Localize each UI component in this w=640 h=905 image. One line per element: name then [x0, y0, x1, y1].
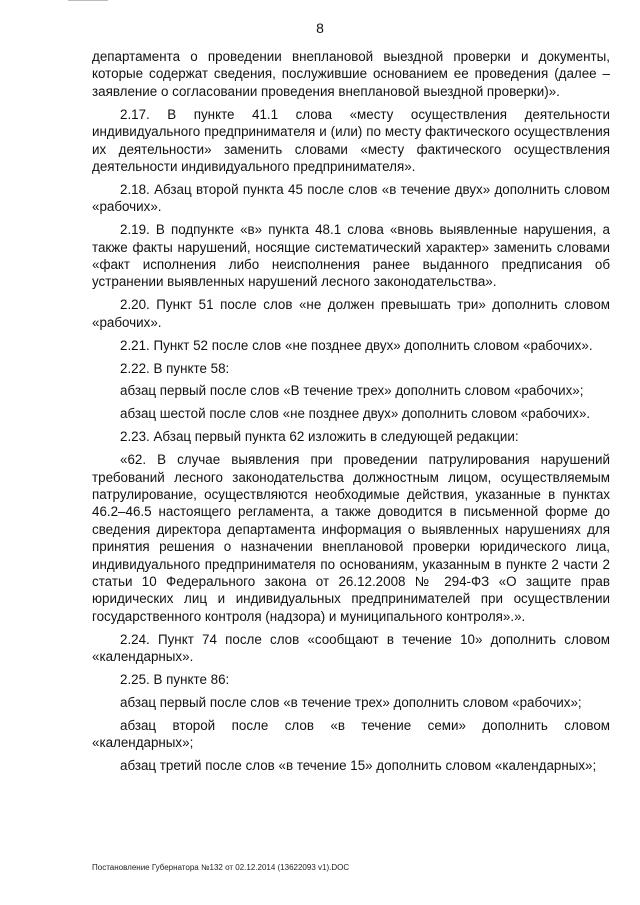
- document-footer: Постановление Губернатора №132 от 02.12.2014 (13622093 v1).DOC: [92, 863, 350, 872]
- paragraph: 2.24. Пункт 74 после слов «сообщают в течение 10» дополнить словом «календарных».: [92, 631, 610, 665]
- paragraph: 2.21. Пункт 52 после слов «не позднее двух» дополнить словом «рабочих».: [120, 337, 593, 353]
- paragraph: абзац первый после слов «в течение трех» дополнить словом «рабочих»;: [120, 694, 582, 710]
- paragraph: департамента о проведении внеплановой выездной проверки и документы, которые содержат сведения, послужившие основанием ее проведения (далее – заявление о согласовании проведения внеплановой выездной проверки)».: [92, 49, 610, 99]
- paragraph: абзац третий после слов «в течение 15» дополнить словом «календарных»;: [120, 758, 597, 774]
- document-body: [92, 48, 610, 780]
- paragraph: 2.22. В пункте 58:: [120, 360, 230, 376]
- scan-edge-mark: [68, 0, 108, 1]
- paragraph: 2.18. Абзац второй пункта 45 после слов «в течение двух» дополнить словом «рабочих».: [92, 181, 610, 215]
- paragraph: 2.20. Пункт 51 после слов «не должен превышать три» дополнить словом «рабочих».: [92, 297, 610, 330]
- paragraph: 2.19. В подпункте «в» пункта 48.1 слова «вновь выявленные нарушения, а также факты нарушений, носящие систематический характер» заменить словами «факт исполнения либо неисполнения ранее выданного предписания об устранении выявленных нарушений лесного законодательства».: [92, 222, 610, 290]
- paragraph: абзац первый после слов «В течение трех» дополнить словом «рабочих»;: [120, 383, 584, 399]
- paragraph: абзац второй после слов «в течение семи» дополнить словом «календарных»;: [92, 717, 610, 751]
- paragraph: 2.25. В пункте 86:: [120, 672, 230, 687]
- paragraph: «62. В случае выявления при проведении патрулирования нарушений требований лесного законодательства должностным лицом, осуществляемым патрулирование, осуществляются необходимые действия, указанные в пунктах 46.2–46.5 настоящего регламента, а также доводится в письменной форме до сведения директора департамента информация о выявленных нарушениях для принятия решения о назначении внеплановой проверки юридического лица, индивидуального предпринимателя по основаниям, указанным в пункте 2 части 2 статьи 10 Федерального закона от 26.12.2008 № 294-ФЗ «О защите прав юридических лиц и индивидуальных предпринимателей при осуществлении государственного контроля (надзора) и муниципального контроля».».: [92, 452, 610, 624]
- page-number: 8: [316, 20, 324, 36]
- paragraph: 2.17. В пункте 41.1 слова «месту осуществления деятельности индивидуального предпринимателя и (или) по месту фактического осуществления их деятельности» заменить словами «месту фактического осуществления деятельности индивидуального предпринимателя».: [92, 106, 610, 174]
- paragraph: абзац шестой после слов «не позднее двух» дополнить словом «рабочих».: [120, 406, 591, 422]
- paragraph: 2.23. Абзац первый пункта 62 изложить в следующей редакции:: [120, 429, 519, 445]
